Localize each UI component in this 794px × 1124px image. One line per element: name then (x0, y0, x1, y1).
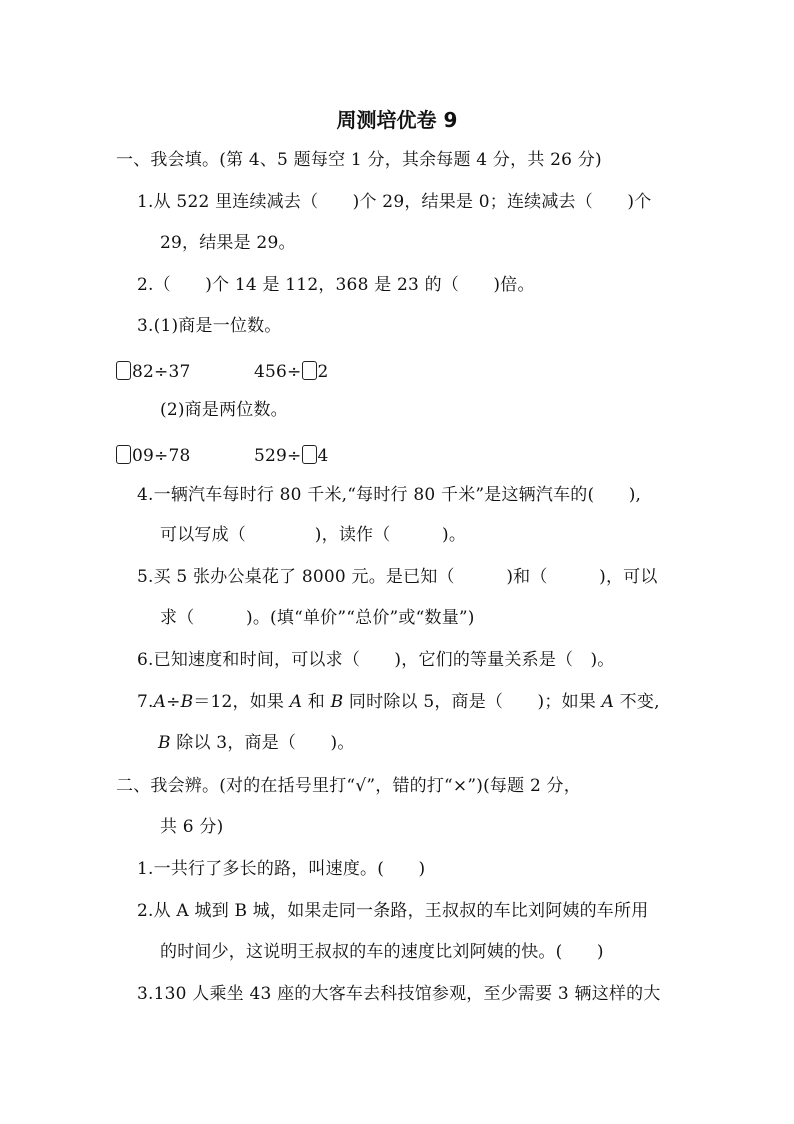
s2-q2-line2: 的时间少，这说明王叔叔的车的速度比刘阿姨的快。( ) (160, 942, 604, 962)
q3-expression-b-right: 529÷ 4 (254, 446, 329, 466)
q3-expression-a-left: 82÷37 (116, 361, 191, 382)
q4-line2: 可以写成（ )，读作（ )。 (160, 525, 467, 545)
section1-heading: 一、我会填。(第 4、5 题每空 1 分，其余每题 4 分，共 26 分) (116, 150, 602, 170)
q6-text: 6.已知速度和时间，可以求（ )，它们的等量关系是（ )。 (137, 650, 615, 670)
digit-blank-box[interactable] (116, 445, 131, 464)
page-title: 周测培优卷 9 (336, 108, 458, 132)
q7-line1: 7.A÷B＝12，如果 A 和 B 同时除以 5，商是（ )；如果 A 不变, (137, 692, 660, 712)
q2-text: 2.（ )个 14 是 112，368 是 23 的（ )倍。 (137, 275, 535, 295)
q5-line2: 求（ )。(填“单价”“总价”或“数量”) (160, 608, 475, 628)
q3-expression-a-right: 456÷ 2 (254, 362, 329, 382)
q1-line1: 1.从 522 里连续减去（ )个 29，结果是 0；连续减去（ )个 (137, 192, 652, 212)
s2-q3-line1: 3.130 人乘坐 43 座的大客车去科技馆参观，至少需要 3 辆这样的大 (137, 984, 661, 1004)
section2-heading-line2: 共 6 分) (160, 817, 224, 837)
s2-q1-text: 1.一共行了多长的路，叫速度。( ) (137, 859, 426, 879)
q3-expression-b-left: 09÷78 (116, 445, 191, 466)
q1-line2: 29，结果是 29。 (160, 233, 296, 253)
digit-blank-box[interactable] (302, 361, 317, 380)
q4-line1: 4.一辆汽车每时行 80 千米,“每时行 80 千米”是这辆汽车的( ), (137, 485, 642, 505)
q3-heading: 3.(1)商是一位数。 (137, 316, 282, 336)
s2-q2-line1: 2.从 A 城到 B 城，如果走同一条路，王叔叔的车比刘阿姨的车所用 (137, 901, 649, 921)
q5-line1: 5.买 5 张办公桌花了 8000 元。是已知（ )和（ )，可以 (137, 567, 658, 587)
digit-blank-box[interactable] (302, 445, 317, 464)
section2-heading-line1: 二、我会辨。(对的在括号里打“√”，错的打“×”)(每题 2 分， (116, 776, 581, 796)
digit-blank-box[interactable] (116, 361, 131, 380)
q7-line2: B 除以 3，商是（ )。 (158, 733, 355, 753)
q3-subheading-2: (2)商是两位数。 (160, 400, 288, 420)
